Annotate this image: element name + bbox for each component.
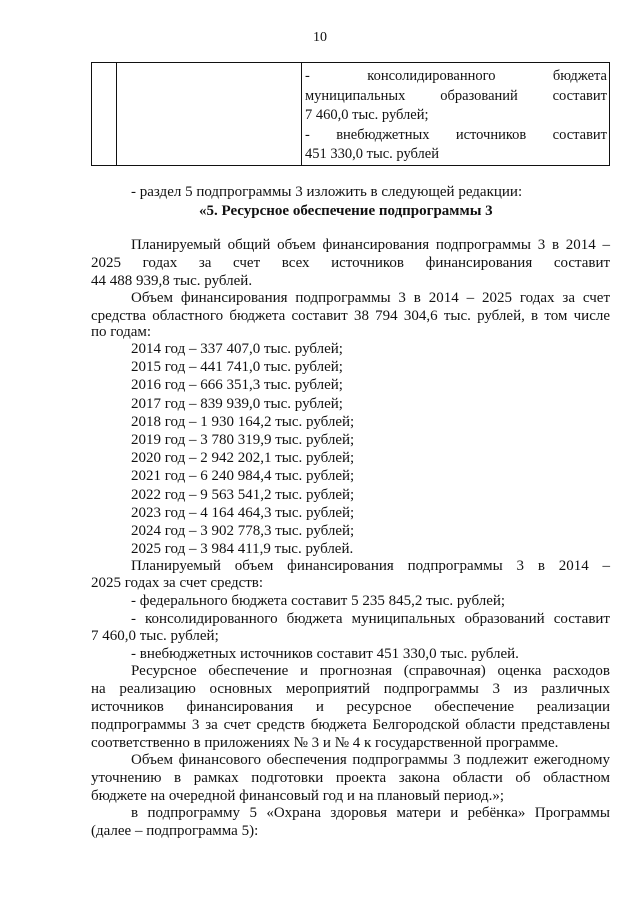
page-number: 10 <box>313 30 327 45</box>
para6-line2: (далее – подпрограмма 5): <box>91 823 259 839</box>
year-item: 2020 год – 2 942 202,1 тыс. рублей; <box>131 450 355 467</box>
para3-line1: Планируемый объем финансирования подпрограммы 3 в 2014 – <box>131 558 610 574</box>
word: всех <box>281 255 310 271</box>
para5-line1: Объем финансового обеспечения подпрограммы 3 подлежит ежегодному <box>131 752 610 768</box>
year-item: 2019 год – 3 780 319,9 тыс. рублей; <box>131 432 355 449</box>
table-word: - внебюджетных <box>305 126 430 143</box>
para5-line2: уточнению в рамках подготовки проекта закона области об областном <box>91 770 610 786</box>
year-item: 2014 год – 337 407,0 тыс. рублей; <box>131 341 343 357</box>
year-item: 2025 год – 3 984 411,9 тыс. рублей. <box>131 541 354 558</box>
para2-line3: по годам: <box>91 324 152 340</box>
budget-table <box>91 62 610 166</box>
table-line-4 <box>305 126 607 146</box>
table-cell-text <box>302 63 610 166</box>
table-cell-empty-1 <box>92 63 117 166</box>
word: финансирования <box>186 699 294 715</box>
table-line-2 <box>305 87 607 107</box>
para4-line1: Ресурсное обеспечение и прогнозная (справочная) оценка расходов <box>131 663 610 679</box>
para4-line2: на реализацию основных мероприятий подпрограммы 3 из различных <box>91 681 610 697</box>
table-word: бюджета <box>552 68 607 84</box>
word: обеспечение <box>434 699 515 715</box>
para5-line3: бюджете на очередной финансовый год и на плановый период.»; <box>91 788 505 804</box>
word: финансирования <box>425 255 533 271</box>
intro-line: - раздел 5 подпрограммы 3 изложить в следующей редакции: <box>131 184 523 200</box>
para1-line1: Планируемый общий объем финансирования подпрограммы 3 в 2014 – <box>131 237 610 253</box>
table-line-3 <box>305 106 607 126</box>
table-cell-empty-2 <box>117 63 302 166</box>
year-item: 2024 год – 3 902 778,3 тыс. рублей; <box>131 523 355 540</box>
table-word: муниципальных <box>305 87 406 104</box>
table-line-5 <box>305 145 607 165</box>
word: за <box>198 255 212 271</box>
year-item: 2023 год – 4 164 464,3 тыс. рублей; <box>131 504 355 521</box>
word: 2025 <box>91 255 121 271</box>
word: и <box>315 699 324 715</box>
word: источников <box>91 699 164 715</box>
table-word: источников <box>455 126 527 143</box>
year-item: 2017 год – 839 939,0 тыс. рублей; <box>131 395 343 412</box>
years-list <box>131 340 354 558</box>
para3-line6: - внебюджетных источников составит 451 330,0 тыс. рублей. <box>131 646 519 662</box>
word: источников <box>331 255 404 271</box>
table-word: 7 460,0 тыс. рублей; <box>305 107 429 123</box>
para1-line2 <box>91 255 610 272</box>
table-word: 451 330,0 тыс. рублей <box>305 146 439 162</box>
year-item: 2022 год – 9 563 541,2 тыс. рублей; <box>131 486 355 503</box>
year-item: 2016 год – 666 351,3 тыс. рублей; <box>131 377 343 394</box>
para6-line1: в подпрограмму 5 «Охрана здоровья матери и ребёнка» Программы <box>131 805 610 821</box>
word: ресурсное <box>346 699 412 715</box>
para3-line4: - консолидированного бюджета муниципальных образований составит <box>131 611 610 627</box>
para3-line3: - федерального бюджета составит 5 235 845,2 тыс. рублей; <box>131 593 506 609</box>
word: реализации <box>536 699 611 715</box>
para4-line3 <box>91 699 610 716</box>
word: годах <box>142 255 178 271</box>
para3-line5: 7 460,0 тыс. рублей; <box>91 628 219 644</box>
table-word: составит <box>552 87 607 104</box>
para4-line4: подпрограммы 3 за счет средств бюджета Белгородской области представлены <box>91 717 610 733</box>
word: составит <box>553 255 611 271</box>
para1-line3: 44 488 939,8 тыс. рублей. <box>91 273 253 289</box>
table-word: образований <box>440 87 518 104</box>
para2-line2: средства областного бюджета составит 38 794 304,6 тыс. рублей, в том числе <box>91 308 610 324</box>
para4-line5: соответственно в приложениях № 3 и № 4 к государственной программе. <box>91 735 559 751</box>
table-word: составит <box>552 126 608 143</box>
year-item: 2021 год – 6 240 984,4 тыс. рублей; <box>131 468 355 485</box>
year-item: 2015 год – 441 741,0 тыс. рублей; <box>131 359 343 376</box>
table-word: - консолидированного <box>305 68 496 84</box>
year-item: 2018 год – 1 930 164,2 тыс. рублей; <box>131 413 355 430</box>
table-line-1 <box>305 67 607 87</box>
word: счет <box>233 255 261 271</box>
section-heading: «5. Ресурсное обеспечение подпрограммы 3 <box>199 203 493 219</box>
para2-line1: Объем финансирования подпрограммы 3 в 2014 – 2025 годах за счет <box>131 290 610 306</box>
para3-line2: 2025 годах за счет средств: <box>91 575 264 591</box>
